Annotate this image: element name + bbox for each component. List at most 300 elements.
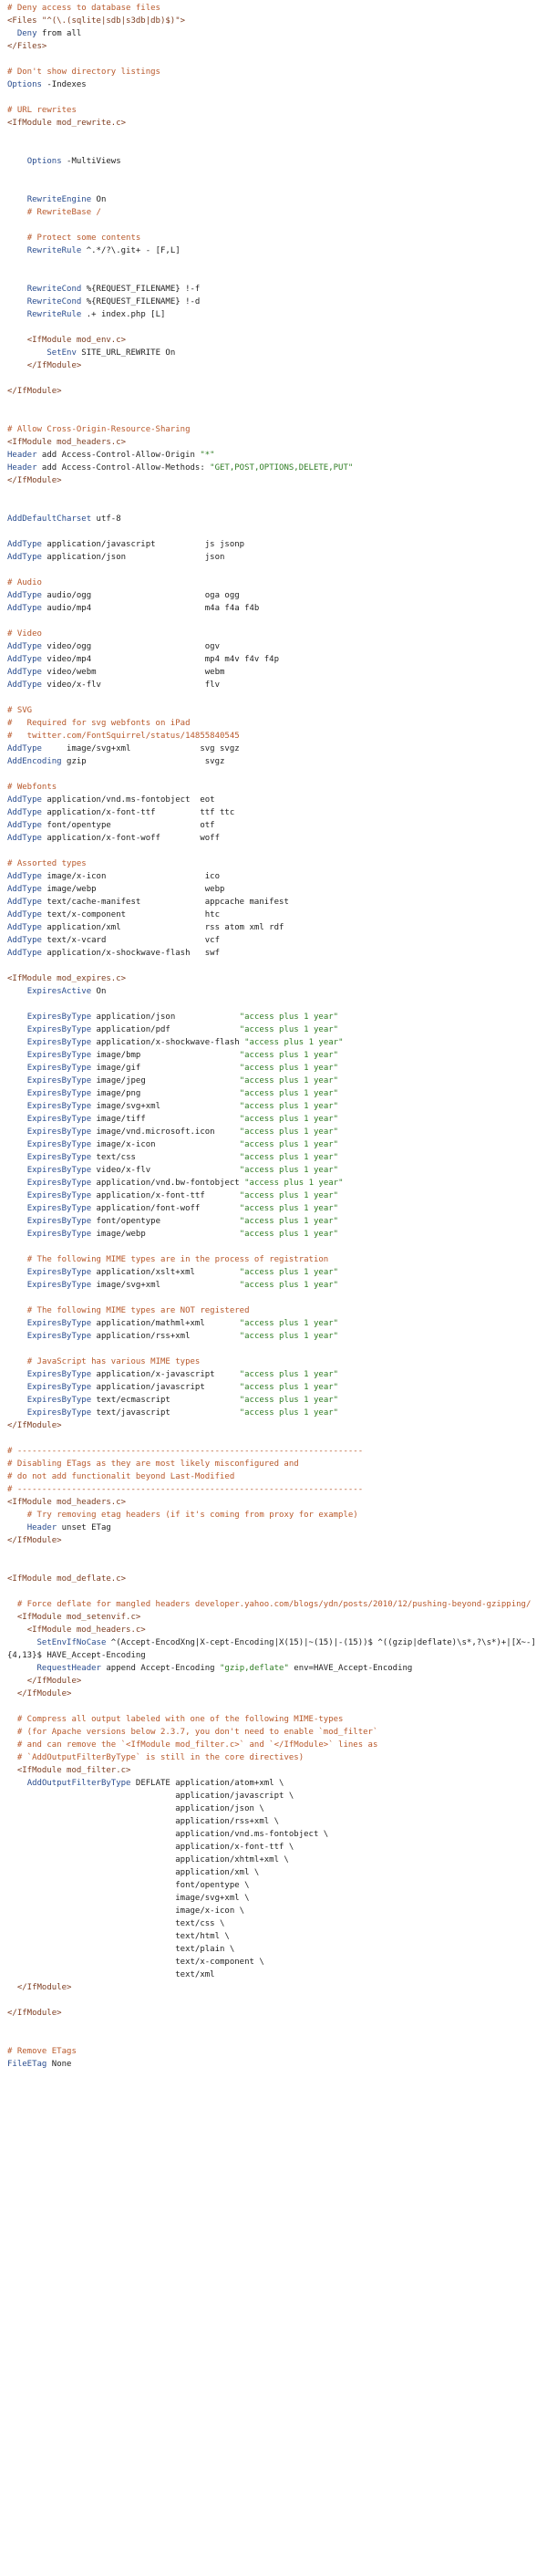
text-token: .+ index.php [L] [81, 310, 166, 319]
text-token [7, 1076, 27, 1085]
code-line [7, 934, 543, 947]
comment-token: # ---------------------------------------------------------------------- [7, 1447, 364, 1456]
string-token: "access plus 1 year" [239, 1332, 339, 1341]
blank-line [7, 321, 543, 334]
string-token: "gzip,deflate" [220, 1664, 289, 1673]
text-token: text/ecmascript [91, 1396, 240, 1405]
code-line [7, 1049, 543, 1062]
text-token: image/x-icon [91, 1140, 240, 1149]
comment-token: # do not add functionalit beyond Last-Modified [7, 1472, 235, 1481]
comment-token: # Webfonts [7, 783, 57, 792]
text-token: video/mp4 mp4 m4v f4v f4p [41, 655, 280, 664]
code-line [7, 423, 543, 436]
directive-token: ExpiresByType [26, 1191, 92, 1200]
code-line [7, 1841, 543, 1854]
text-token: application/vnd.ms-fontobject eot [41, 795, 215, 805]
text-token [7, 310, 27, 319]
directive-token: ExpiresByType [26, 1204, 92, 1213]
comment-token: # Force deflate for mangled headers developer.yahoo.com/blogs/ydn/posts/2010/12/pushing-beyond-gzipping/ [16, 1600, 532, 1609]
text-token [7, 1664, 37, 1673]
code-line [7, 1151, 543, 1164]
text-token [7, 208, 27, 217]
blank-line [7, 53, 543, 66]
code-line [7, 1368, 543, 1381]
blank-line [7, 500, 543, 513]
comment-token: # SVG [7, 706, 33, 715]
comment-token: # ---------------------------------------------------------------------- [7, 1485, 364, 1494]
text-token: application/javascript [91, 1383, 240, 1392]
code-line [7, 1394, 543, 1407]
directive-token: AddType [7, 668, 42, 677]
code-line [7, 1688, 543, 1700]
text-token [7, 1370, 27, 1379]
text-token [7, 1728, 17, 1737]
code-line [7, 78, 543, 91]
code-line [7, 730, 543, 743]
text-token [7, 1013, 27, 1022]
string-token: "access plus 1 year" [244, 1179, 344, 1188]
code-line [7, 1828, 543, 1841]
directive-token: ExpiresByType [26, 1332, 92, 1341]
directive-token: AddType [7, 834, 42, 843]
text-token: image/bmp [91, 1051, 240, 1060]
blank-line [7, 1432, 543, 1445]
section-tag-token: </IfModule> [7, 2009, 62, 2018]
directive-token: AddType [7, 808, 42, 817]
directive-token: RewriteCond [26, 285, 82, 294]
text-token: unset ETag [57, 1523, 111, 1532]
code-line [7, 1126, 543, 1138]
blank-line [7, 845, 543, 857]
blank-line [7, 91, 543, 104]
directive-token: ExpiresByType [26, 1166, 92, 1175]
htaccess-code-view [7, 2, 543, 2071]
directive-token: ExpiresByType [26, 1115, 92, 1124]
code-line [7, 1751, 543, 1764]
code-line [7, 1713, 543, 1726]
code-line [7, 819, 543, 832]
directive-token: Header [26, 1523, 57, 1532]
code-line [7, 679, 543, 691]
code-line [7, 2007, 543, 2020]
code-line [7, 1279, 543, 1292]
code-line [7, 1624, 543, 1636]
blank-line [7, 564, 543, 576]
code-line [7, 1917, 543, 1930]
code-line [7, 206, 543, 219]
code-line [7, 1445, 543, 1458]
code-line [7, 1407, 543, 1419]
blank-line [7, 1292, 543, 1304]
code-line [7, 1726, 543, 1739]
directive-token: ExpiresByType [26, 1230, 92, 1239]
directive-token: Deny [16, 29, 37, 38]
code-line [7, 589, 543, 602]
text-token: application/javascript \ [7, 1792, 294, 1801]
section-tag-token: </IfModule> [7, 387, 62, 396]
section-tag-token: <IfModule mod_headers.c> [7, 438, 127, 447]
text-token: SITE_URL_REWRITE On [76, 348, 176, 358]
directive-token: Header [7, 451, 37, 460]
text-token: video/x-flv flv [41, 680, 221, 690]
text-token: image/svg+xml [91, 1281, 240, 1290]
code-line [7, 538, 543, 551]
code-line [7, 1317, 543, 1330]
text-token [7, 1511, 27, 1520]
text-token [7, 987, 27, 996]
text-token: video/x-flv [91, 1166, 240, 1175]
comment-token: # JavaScript has various MIME types [26, 1357, 201, 1366]
code-line [7, 308, 543, 321]
directive-token: ExpiresByType [26, 1408, 92, 1418]
string-token: "access plus 1 year" [239, 1127, 339, 1137]
directive-token: AddType [7, 872, 42, 881]
directive-token: AddType [7, 655, 42, 664]
text-token: -MultiViews [61, 157, 121, 166]
directive-token: ExpiresByType [26, 1179, 92, 1188]
directive-token: AddType [7, 553, 42, 562]
code-line [7, 1138, 543, 1151]
string-token: "access plus 1 year" [239, 1115, 339, 1124]
comment-token: # Video [7, 629, 42, 639]
code-line [7, 1930, 543, 1943]
string-token: "access plus 1 year" [239, 1204, 339, 1213]
text-token: video/ogg ogv [41, 642, 221, 651]
string-token: "access plus 1 year" [239, 1396, 339, 1405]
text-token: gzip svgz [61, 757, 225, 766]
code-line [7, 1496, 543, 1509]
code-line [7, 1266, 543, 1279]
code-line [7, 947, 543, 960]
comment-token: # Compress all output labeled with one of the following MIME-types [16, 1715, 344, 1724]
directive-token: ExpiresByType [26, 1127, 92, 1137]
code-line [7, 653, 543, 666]
text-token [7, 1383, 27, 1392]
blank-line [7, 1560, 543, 1573]
code-line [7, 513, 543, 525]
text-token [7, 1140, 27, 1149]
text-token: image/tiff [91, 1115, 240, 1124]
blank-line [7, 1343, 543, 1356]
section-tag-token: <IfModule mod_expires.c> [7, 974, 127, 983]
text-token [7, 1025, 27, 1034]
string-token: "access plus 1 year" [244, 1038, 344, 1047]
text-token: -Indexes [41, 80, 87, 89]
text-token: audio/ogg oga ogg [41, 591, 240, 600]
directive-token: AddType [7, 923, 42, 932]
text-token [7, 29, 17, 38]
code-line [7, 66, 543, 78]
text-token [7, 1115, 27, 1124]
text-token: font/opentype [91, 1217, 240, 1226]
directive-token: ExpiresByType [26, 1268, 92, 1277]
code-line [7, 972, 543, 985]
code-line [7, 1189, 543, 1202]
text-token: image/png [91, 1089, 240, 1098]
directive-token: ExpiresByType [26, 1076, 92, 1085]
directive-token: ExpiresByType [26, 1153, 92, 1162]
text-token: application/pdf [91, 1025, 240, 1034]
code-line [7, 806, 543, 819]
code-line [7, 462, 543, 474]
code-line [7, 474, 543, 487]
string-token: "access plus 1 year" [239, 1408, 339, 1418]
directive-token: ExpiresByType [26, 1383, 92, 1392]
code-line [7, 985, 543, 998]
text-token: font/opentype \ [7, 1881, 250, 1890]
code-line [7, 1675, 543, 1688]
blank-line [7, 691, 543, 704]
comment-token: # The following MIME types are in the process of registration [26, 1255, 329, 1264]
text-token [7, 1600, 17, 1609]
comment-token: # Deny access to database files [7, 4, 160, 13]
text-token: image/webp webp [41, 885, 225, 894]
string-token: "access plus 1 year" [239, 1268, 339, 1277]
text-token: append Accept-Encoding [100, 1664, 221, 1673]
code-line [7, 755, 543, 768]
text-token [7, 1740, 17, 1750]
code-line [7, 117, 543, 130]
code-line [7, 449, 543, 462]
string-token: "access plus 1 year" [239, 1319, 339, 1328]
code-line [7, 1215, 543, 1228]
comment-token: # `AddOutputFilterByType` is still in the core directives) [16, 1753, 304, 1762]
directive-token: AddType [7, 936, 42, 945]
directive-token: ExpiresByType [26, 1140, 92, 1149]
blank-line [7, 2032, 543, 2045]
text-token: image/jpeg [91, 1076, 240, 1085]
code-line [7, 551, 543, 564]
text-token [7, 1523, 27, 1532]
text-token [7, 1064, 27, 1073]
blank-line [7, 960, 543, 972]
directive-token: RewriteRule [26, 310, 82, 319]
code-line [7, 1522, 543, 1534]
text-token [7, 1204, 27, 1213]
directive-token: AddType [7, 821, 42, 830]
text-token [7, 195, 27, 204]
text-token [7, 1051, 27, 1060]
text-token: font/opentype otf [41, 821, 215, 830]
code-line [7, 1815, 543, 1828]
code-line [7, 717, 543, 730]
code-line [7, 1202, 543, 1215]
text-token: %{REQUEST_FILENAME} !-f [81, 285, 201, 294]
text-token: image/svg+xml [91, 1102, 240, 1111]
text-token: image/vnd.microsoft.icon [91, 1127, 240, 1137]
text-token [7, 1255, 27, 1264]
code-line [7, 1228, 543, 1241]
text-token [7, 1179, 27, 1188]
text-token: from all [36, 29, 82, 38]
code-line [7, 232, 543, 244]
directive-token: RequestHeader [36, 1664, 101, 1673]
section-tag-token: <IfModule mod_env.c> [26, 336, 127, 345]
code-line [7, 1381, 543, 1394]
text-token: image/x-icon \ [7, 1906, 245, 1916]
section-tag-token: <IfModule mod_filter.c> [16, 1766, 131, 1775]
string-token: "access plus 1 year" [239, 1230, 339, 1239]
text-token: application/xml \ [7, 1868, 260, 1877]
blank-line [7, 168, 543, 181]
code-line [7, 1177, 543, 1189]
text-token: application/x-shockwave-flash swf [41, 949, 221, 958]
text-token [7, 1779, 27, 1788]
directive-token: AddType [7, 604, 42, 613]
code-line [7, 1023, 543, 1036]
code-line [7, 1483, 543, 1496]
text-token [7, 285, 27, 294]
code-line [7, 1777, 543, 1790]
code-line [7, 1802, 543, 1815]
code-line [7, 781, 543, 794]
blank-line [7, 270, 543, 283]
comment-token: # Remove ETags [7, 2047, 77, 2056]
directive-token: ExpiresByType [26, 1013, 92, 1022]
code-line [7, 1113, 543, 1126]
text-token: text/cache-manifest appcache manifest [41, 898, 289, 907]
directive-token: Options [26, 157, 62, 166]
code-line [7, 1611, 543, 1624]
blank-line [7, 1994, 543, 2007]
string-token: "access plus 1 year" [239, 1089, 339, 1098]
text-token: application/x-font-ttf ttf ttc [41, 808, 235, 817]
text-token [7, 1638, 37, 1647]
text-token: ^.*/?\.git+ - [F,L] [81, 246, 181, 255]
text-token [7, 1332, 27, 1341]
text-token: application/x-javascript [91, 1370, 240, 1379]
comment-token: # and can remove the `<IfModule mod_filter.c>` and `</IfModule>` lines as [16, 1740, 378, 1750]
section-tag-token: <IfModule mod_rewrite.c> [7, 119, 127, 128]
code-line [7, 1739, 543, 1751]
string-token: "access plus 1 year" [239, 1217, 339, 1226]
directive-token: ExpiresByType [26, 1102, 92, 1111]
text-token: text/css \ [7, 1919, 225, 1928]
text-token: application/rss+xml [91, 1332, 240, 1341]
code-line [7, 870, 543, 883]
comment-token: # Allow Cross-Origin-Resource-Sharing [7, 425, 191, 434]
directive-token: RewriteEngine [26, 195, 92, 204]
text-token [7, 1038, 27, 1047]
directive-token: AddType [7, 680, 42, 690]
code-line [7, 1330, 543, 1343]
directive-token: AddType [7, 910, 42, 919]
text-token [7, 1983, 17, 1992]
text-token: ^(Accept-EncodXng|X-cept-Encoding|X(15)|~(15)|-(15))$ ^((gzip|deflate)\s*,?\s*)+|[X~-]{4,13}$ HAVE_Accept-Encoding [7, 1638, 536, 1660]
string-token: "access plus 1 year" [239, 1383, 339, 1392]
code-line [7, 909, 543, 921]
text-token: text/plain \ [7, 1945, 235, 1954]
directive-token: SetEnvIfNoCase [36, 1638, 107, 1647]
blank-line [7, 998, 543, 1011]
comment-token: # RewriteBase / [26, 208, 101, 217]
text-token: env=HAVE_Accept-Encoding [288, 1664, 413, 1673]
section-tag-token: <Files "^(\.(sqlite|sdb|s3db|db)$)"> [7, 16, 186, 26]
code-line [7, 334, 543, 347]
code-line [7, 704, 543, 717]
code-line [7, 1598, 543, 1611]
section-tag-token: </IfModule> [26, 361, 82, 370]
blank-line [7, 487, 543, 500]
string-token: "access plus 1 year" [239, 1025, 339, 1034]
text-token [7, 1396, 27, 1405]
text-token: text/x-component htc [41, 910, 221, 919]
text-token: video/webm webm [41, 668, 225, 677]
code-line [7, 1968, 543, 1981]
text-token: application/json \ [7, 1804, 264, 1813]
text-token [7, 1753, 17, 1762]
code-line [7, 1419, 543, 1432]
text-token [7, 234, 27, 243]
code-line [7, 1458, 543, 1470]
text-token: DEFLATE application/atom+xml \ [130, 1779, 284, 1788]
code-line [7, 1636, 543, 1662]
code-line [7, 1470, 543, 1483]
comment-token: # twitter.com/FontSquirrel/status/14855840545 [7, 732, 240, 741]
text-token [7, 1357, 27, 1366]
directive-token: RewriteRule [26, 246, 82, 255]
code-line [7, 1304, 543, 1317]
code-line [7, 1573, 543, 1585]
comment-token: # Audio [7, 578, 42, 587]
text-token: text/javascript [91, 1408, 240, 1418]
comment-token: # Disabling ETags as they are most likely misconfigured and [7, 1459, 299, 1469]
code-line [7, 1100, 543, 1113]
code-line [7, 1892, 543, 1905]
code-line [7, 794, 543, 806]
text-token [7, 1281, 27, 1290]
blank-line [7, 219, 543, 232]
blank-line [7, 2020, 543, 2032]
text-token [7, 1766, 17, 1775]
section-tag-token: </IfModule> [7, 476, 62, 485]
text-token [7, 348, 46, 358]
directive-token: AddType [7, 795, 42, 805]
code-line [7, 883, 543, 896]
string-token: "access plus 1 year" [239, 1166, 339, 1175]
blank-line [7, 410, 543, 423]
code-line [7, 296, 543, 308]
code-line [7, 244, 543, 257]
comment-token: # Protect some contents [26, 234, 141, 243]
directive-token: ExpiresByType [26, 1025, 92, 1034]
section-tag-token: <IfModule mod_headers.c> [26, 1626, 146, 1635]
code-line [7, 628, 543, 640]
comment-token: # Try removing etag headers (if it's coming from proxy for example) [26, 1511, 358, 1520]
string-token: "access plus 1 year" [239, 1281, 339, 1290]
text-token: None [46, 2060, 72, 2069]
code-line [7, 155, 543, 168]
blank-line [7, 615, 543, 628]
blank-line [7, 398, 543, 410]
text-token [7, 1217, 27, 1226]
directive-token: Options [7, 80, 42, 89]
text-token: application/xslt+xml [91, 1268, 240, 1277]
blank-line [7, 1700, 543, 1713]
text-token: application/json json [41, 553, 225, 562]
directive-token: ExpiresByType [26, 1038, 92, 1047]
text-token [7, 1089, 27, 1098]
comment-token: # Required for svg webfonts on iPad [7, 719, 191, 728]
directive-token: SetEnv [46, 348, 77, 358]
text-token [7, 1102, 27, 1111]
text-token: text/css [91, 1153, 240, 1162]
string-token: "access plus 1 year" [239, 1076, 339, 1085]
blank-line [7, 130, 543, 142]
code-line [7, 1356, 543, 1368]
code-line [7, 359, 543, 372]
code-line [7, 1075, 543, 1087]
